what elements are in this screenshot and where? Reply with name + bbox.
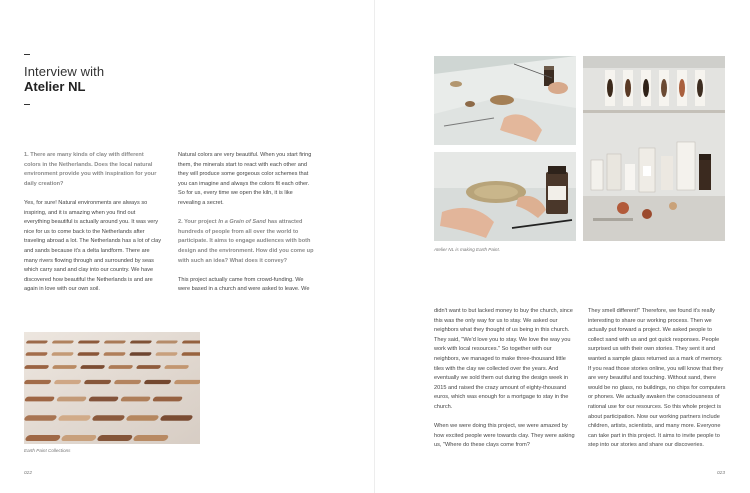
question-2-suffix: has attracted hundreds of people from all over the world to participate. It aims to engage audiences with both design and the environment. How did you come up with such an idea? What does it convey? [178, 219, 314, 264]
title-line-2: Atelier NL [24, 79, 86, 94]
answer-2-final: They smell different!" Therefore, we found it's really interesting to share our working process. Then we actually put forward a project. We asked people to collect sand with us and got quick responses. People surprised us with their own stories. They sent it and wanted a sample glass returned as a mark of memory. If you read those stories online, you will know that they are very beautiful and touching. Without sand, there would be no glass, no buildings, no chips for computers or phones. We actually awaken the consciousness of rational use for our resources. So this whole project is about participation. Now our working partners include children, artists, scientists, and many more. Everyone can take part in this project. It aims to invite people to step into our stories and share our discoveries. [588, 308, 726, 449]
photo-caption-right: Atelier NL is making Earth Paint. [434, 247, 501, 252]
answer-1: Yes, for sure! Natural environments are always so inspiring, and it is amazing when you find out everything beautiful is actually around you. It was very nice for us to come back to the Netherlands after traveling abroad a lot. The Netherlands has a lot of clay and sands because it's a delta landform. There are many rivers flowing through and surrounded by seas which carry sand and clay into our country. We have discovered how beautiful the Netherlands is and are again in love with our own soil. [24, 199, 162, 293]
right-column-1 [434, 307, 576, 461]
left-column-1 [24, 151, 162, 305]
right-column-2 [588, 307, 726, 461]
earth-paint-collections-photo [24, 332, 200, 444]
bottom-dash-divider [24, 104, 30, 105]
answer-2-start: This project actually came from crowd-funding. We were based in a church and were asked to leave. We [178, 276, 310, 293]
photo-making-earth-paint [434, 152, 576, 241]
page-number-right: 023 [717, 471, 726, 476]
photo-lab-shelves [583, 56, 725, 241]
photo-workbench-hands [434, 56, 576, 145]
photo-caption-left: Earth Paint Collections [24, 448, 71, 453]
answer-2-next: When we were doing this project, we were amazed by how excited people were towards clay. They were asking us, "Where do these clays come from? [434, 423, 575, 449]
question-2-prefix: 2. Your project [178, 219, 219, 226]
answer-2-continued: didn't want to but lacked money to buy the church, since this was the only way for us to stay. We asked our neighbors what they thought of us being in this church. They said, "We'd love you to stay. We love the way you work with local resources." So together with our neighbors, we managed to make three-thousand little tiles with the clay we collected over the years. And eventually we sold them out during the design week in 2015 and raised the crazy amount of eighty-thousand euros, which was enough for a mortgage to stay in the church. [434, 308, 573, 410]
left-column-2 [178, 151, 316, 305]
project-name: In a Grain of Sand [218, 219, 267, 226]
answer-1-continued: Natural colors are very beautiful. When you start firing them, the minerals start to react with each other and they will produce some gorgeous color schemes that you can imagine and always the colors fit each other. So for us, every time we open the kiln, it is like revealing a secret. [178, 152, 312, 206]
title-line-1: Interview with [24, 64, 105, 79]
page-number-left: 022 [24, 471, 33, 476]
right-page [375, 0, 750, 493]
top-dash-divider [24, 54, 30, 55]
question-2 [178, 218, 316, 266]
question-1: 1. There are many kinds of clay with different colors in the Netherlands. Does the local natural environment provide you with inspiration for your daily creation? [24, 152, 157, 187]
